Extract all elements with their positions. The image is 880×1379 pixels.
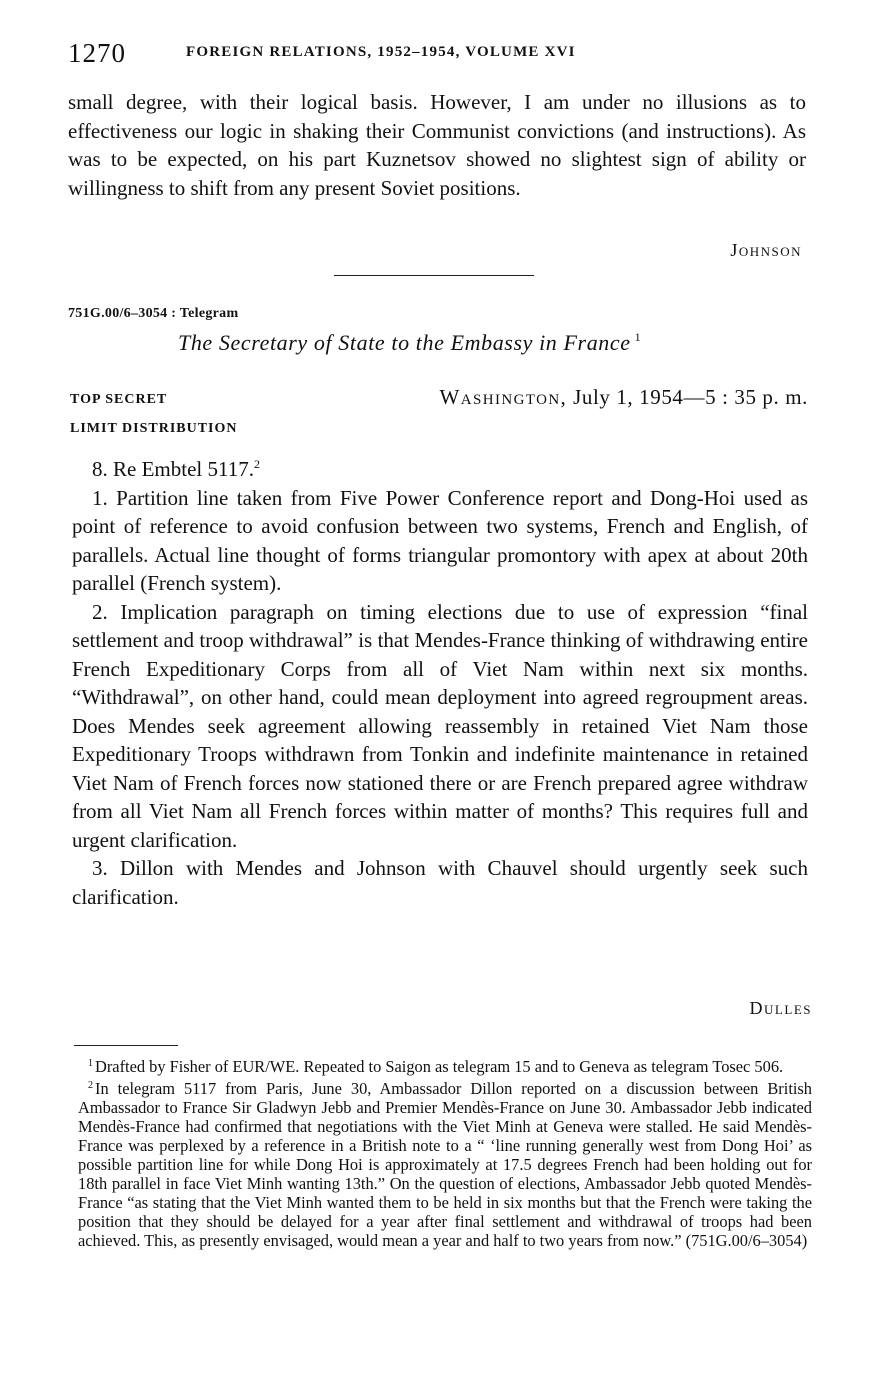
paragraph-3: 3. Dillon with Mendes and Johnson with Chauvel should urgently seek such clarification. bbox=[72, 856, 808, 909]
section-divider bbox=[334, 275, 534, 276]
footnote-1 bbox=[78, 1054, 812, 1076]
footnote-ref-1: 1 bbox=[634, 330, 642, 344]
signature-dulles: Dulles bbox=[749, 998, 812, 1018]
dateline-date: July 1, 1954—5 : 35 p. m. bbox=[567, 385, 808, 409]
dateline bbox=[440, 385, 808, 410]
document-file-number: 751G.00/6–3054 : Telegram bbox=[68, 306, 239, 321]
document-title bbox=[178, 330, 641, 356]
footnote-2 bbox=[78, 1076, 812, 1250]
footnote-1-marker: 1 bbox=[88, 1058, 93, 1069]
classification-limit-distribution: LIMIT DISTRIBUTION bbox=[70, 421, 238, 436]
dateline-place: Washington, bbox=[439, 385, 568, 409]
footnotes bbox=[78, 1054, 812, 1250]
continued-paragraph: small degree, with their logical basis. However, I am under no illusions as to effectiveness our logic in shaking their Communist convictions (and instructions). As was to be expected, on his part Kuznetsov showed no slightest sign of ability or willingness to shift from any present Soviet positions. bbox=[68, 90, 806, 200]
telegram-body bbox=[72, 450, 808, 911]
opening-text: 8. Re Embtel 5117. bbox=[92, 457, 254, 481]
opening-line bbox=[72, 450, 808, 484]
footnote-ref-2: 2 bbox=[253, 457, 260, 471]
footnote-2-text: In telegram 5117 from Paris, June 30, Ambassador Dillon reported on a discussion between British Ambassador to France Sir Gladwyn Jebb and Premier Mendès-France on June 30. Ambassador Jebb indicated Mendès-France had confirmed that negotiations with the Viet Minh at Geneva were stalled. He said Mendès-France was perplexed by a reference in a British note to a “ ‘line running generally west from Dong Hoi’ as possible partition line for while Dong Hoi is approximately at 17.5 degrees French had been holding out for 18th parallel in face Viet Minh wanting 13th.” On the question of elections, Ambassador Jebb quoted Mendès-France “as stating that the Viet Minh wanted them to be held in six months but that the French were taking the position that they should be delayed for a year after final settlement and withdrawal of troops had been achieved. This, as presently envisaged, would mean a year and half to two years from now.” (751G.00/6–3054) bbox=[78, 1079, 812, 1250]
paragraph-1: 1. Partition line taken from Five Power Conference report and Dong-Hoi used as point of reference to avoid confusion between two systems, French and English, of parallels. Actual line thought of forms triangular promontory with apex at about 20th parallel (French system). bbox=[72, 485, 808, 595]
footnote-divider bbox=[74, 1045, 178, 1046]
classification-top-secret: TOP SECRET bbox=[70, 392, 168, 407]
signature-johnson: Johnson bbox=[730, 240, 802, 260]
document-title-text: The Secretary of State to the Embassy in France bbox=[178, 330, 631, 355]
page-number: 1270 bbox=[68, 38, 126, 68]
paragraph-2: 2. Implication paragraph on timing elections due to use of expression “final settlement and troop withdrawal” is that Mendes-France thinking of withdrawing entire French Expeditionary Corps from all of Viet Nam within next six months. “Withdrawal”, on other hand, could mean deployment into agreed regroupment areas. Does Mendes seek agreement allowing reassembly in retained Viet Nam those Expeditionary Troops withdrawn from Tonkin and indefinite maintenance in retained Viet Nam of French forces now stationed there or are French prepared agree withdraw from all Viet Nam all French forces within matter of months? This requires full and urgent clarification. bbox=[72, 599, 808, 852]
footnote-1-text: Drafted by Fisher of EUR/WE. Repeated to Saigon as telegram 15 and to Geneva as telegram Tosec 506. bbox=[95, 1057, 784, 1076]
volume-title: FOREIGN RELATIONS, 1952–1954, VOLUME XVI bbox=[186, 44, 576, 60]
running-head bbox=[68, 38, 812, 70]
footnote-2-marker: 2 bbox=[88, 1080, 93, 1091]
